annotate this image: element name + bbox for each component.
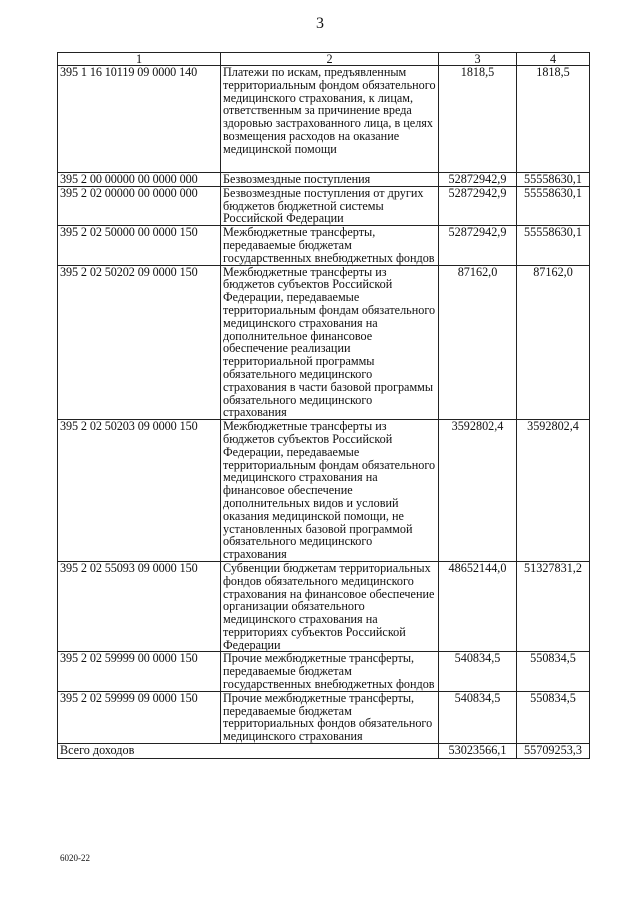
table-row xyxy=(58,420,590,562)
revenue-name: Прочие межбюджетные трансферты, передаваемые бюджетам территориальных фондов обязательного медицинского страхования xyxy=(221,691,439,743)
document-code: 6020-22 xyxy=(60,853,90,863)
amount-year-2: 87162,0 xyxy=(517,265,590,420)
total-row xyxy=(58,744,590,759)
revenue-name: Межбюджетные трансферты из бюджетов субъектов Российской Федерации, передаваемые территориальным фондам обязательного медицинского страхования на дополнительное финансовое обеспечение реализации территориальной программы обязательного медицинского страхования в части базовой программы обязательного медицинского страхования xyxy=(221,265,439,420)
amount-year-2: 55558630,1 xyxy=(517,226,590,265)
amount-year-1: 540834,5 xyxy=(439,652,517,691)
amount-year-2: 51327831,2 xyxy=(517,561,590,652)
column-header-4: 4 xyxy=(517,53,590,66)
table-row xyxy=(58,66,590,173)
revenue-name: Межбюджетные трансферты из бюджетов субъектов Российской Федерации, передаваемые территориальным фондам обязательного медицинского страхования на финансовое обеспечение дополнительных видов и условий оказания медицинской помощи, не установленных базовой программой обязательного медицинского страхования xyxy=(221,420,439,562)
classification-code: 395 2 00 00000 00 0000 000 xyxy=(58,173,221,187)
amount-year-1: 52872942,9 xyxy=(439,173,517,187)
amount-year-2: 550834,5 xyxy=(517,691,590,743)
classification-code: 395 1 16 10119 09 0000 140 xyxy=(58,66,221,173)
revenue-name: Прочие межбюджетные трансферты, передаваемые бюджетам государственных внебюджетных фондов xyxy=(221,652,439,691)
table-row xyxy=(58,652,590,691)
amount-year-1: 52872942,9 xyxy=(439,226,517,265)
classification-code: 395 2 02 50000 00 0000 150 xyxy=(58,226,221,265)
classification-code: 395 2 02 50202 09 0000 150 xyxy=(58,265,221,420)
classification-code: 395 2 02 55093 09 0000 150 xyxy=(58,561,221,652)
classification-code: 395 2 02 00000 00 0000 000 xyxy=(58,186,221,225)
revenue-name: Безвозмездные поступления xyxy=(221,173,439,187)
revenue-name: Межбюджетные трансферты, передаваемые бюджетам государственных внебюджетных фондов xyxy=(221,226,439,265)
amount-year-1: 52872942,9 xyxy=(439,186,517,225)
amount-year-1: 540834,5 xyxy=(439,691,517,743)
revenue-table xyxy=(57,52,590,759)
amount-year-1: 48652144,0 xyxy=(439,561,517,652)
amount-year-1: 3592802,4 xyxy=(439,420,517,562)
revenue-name: Безвозмездные поступления от других бюджетов бюджетной системы Российской Федерации xyxy=(221,186,439,225)
table-row xyxy=(58,186,590,225)
table-row xyxy=(58,226,590,265)
classification-code: 395 2 02 59999 00 0000 150 xyxy=(58,652,221,691)
amount-year-2: 55558630,1 xyxy=(517,186,590,225)
amount-year-2: 3592802,4 xyxy=(517,420,590,562)
amount-year-1: 87162,0 xyxy=(439,265,517,420)
classification-code: 395 2 02 50203 09 0000 150 xyxy=(58,420,221,562)
table-row xyxy=(58,173,590,187)
column-header-1: 1 xyxy=(58,53,221,66)
amount-year-1: 1818,5 xyxy=(439,66,517,173)
header-row xyxy=(58,53,590,66)
table-row xyxy=(58,691,590,743)
revenue-name: Субвенции бюджетам территориальных фондов обязательного медицинского страхования на финансовое обеспечение организации обязательного медицинского страхования на территориях субъектов Российской Федерации xyxy=(221,561,439,652)
table-row xyxy=(58,561,590,652)
revenue-name: Платежи по искам, предъявленным территориальным фондом обязательного медицинского страхования, к лицам, ответственным за причинение вреда здоровью застрахованного лица, в целях возмещения расходов на оказание медицинской помощи xyxy=(221,66,439,173)
column-header-3: 3 xyxy=(439,53,517,66)
column-header-2: 2 xyxy=(221,53,439,66)
table-row xyxy=(58,265,590,420)
amount-year-2: 1818,5 xyxy=(517,66,590,173)
classification-code: 395 2 02 59999 09 0000 150 xyxy=(58,691,221,743)
total-label: Всего доходов xyxy=(58,744,439,759)
amount-year-2: 550834,5 xyxy=(517,652,590,691)
table-header xyxy=(58,53,590,66)
table-body xyxy=(58,66,590,759)
total-year-1: 53023566,1 xyxy=(439,744,517,759)
total-year-2: 55709253,3 xyxy=(517,744,590,759)
amount-year-2: 55558630,1 xyxy=(517,173,590,187)
page-number: 3 xyxy=(316,15,324,32)
